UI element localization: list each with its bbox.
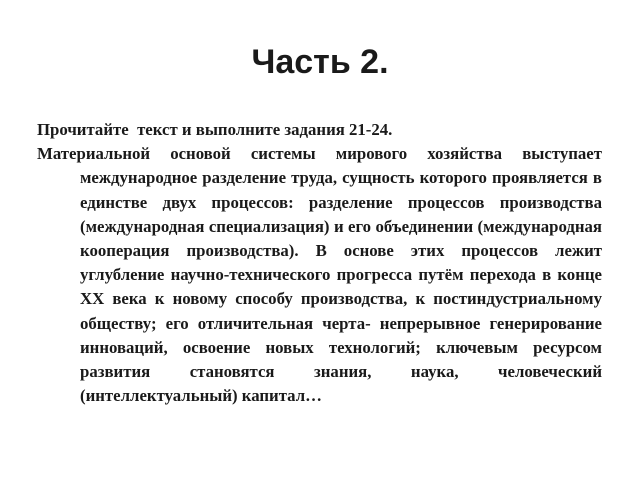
text-paragraph: Материальной основой системы мирового хозяйства выступает международное разделение труда, сущность которого проявляется в единстве двух процессов: разделение процессов производства (международная специализация) и его объединении (международная кооперация производства). В основе этих процессов лежит углубление научно-технического прогресса путём перехода в конце XX века к новому способу производства, к постиндустриальному обществу; его отличительная черта- непрерывное генерирование инноваций, освоение новых технологий; ключевым ресурсом развития становятся знания, наука, человеческий (интеллектуальный) капитал…	[37, 144, 602, 406]
slide-content	[37, 118, 602, 408]
slide-title: Часть 2.	[251, 43, 389, 81]
task-instruction: Прочитайте текст и выполните задания 21-24.	[37, 120, 393, 139]
